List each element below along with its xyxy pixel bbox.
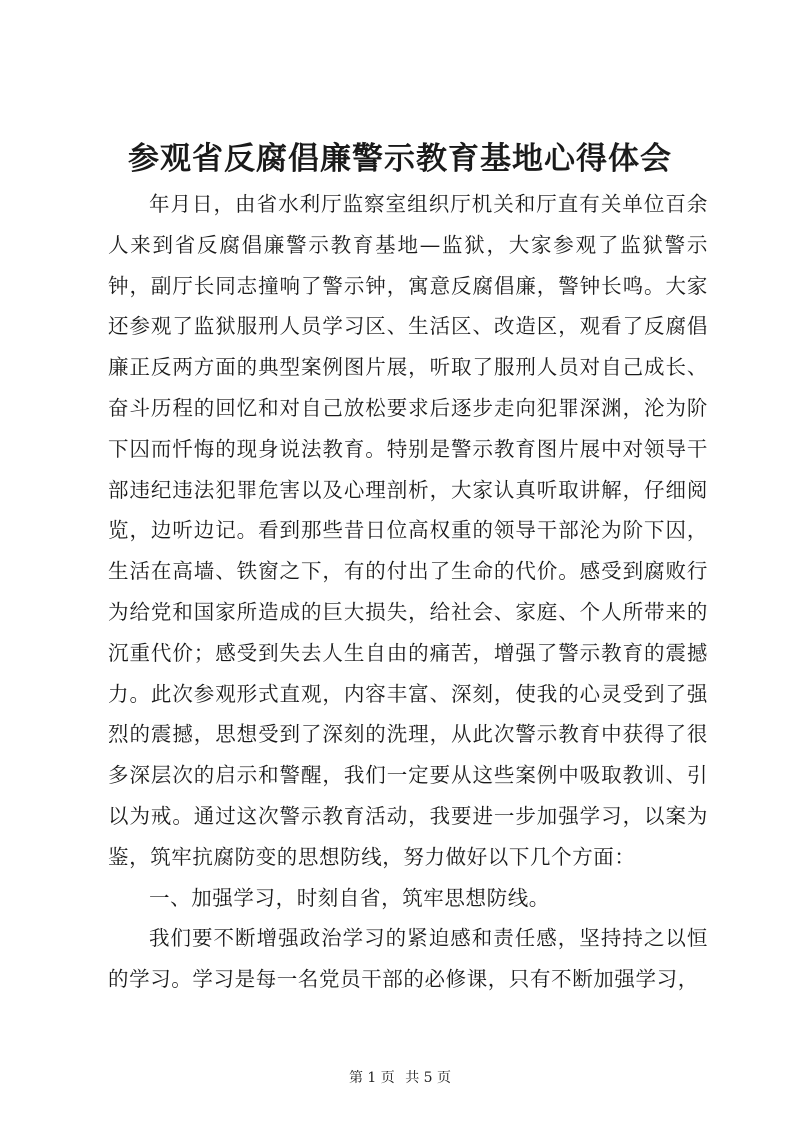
document-body bbox=[108, 184, 708, 1000]
page-total: 共 5 页 bbox=[405, 1070, 452, 1086]
paragraph-section-heading: 一、加强学习，时刻自省，筑牢思想防线。 bbox=[149, 885, 550, 910]
document-title: 参观省反腐倡廉警示教育基地心得体会 bbox=[128, 141, 672, 177]
paragraph-intro: 年月日，由省水利厅监察室组织厅机关和厅直有关单位百余人来到省反腐倡廉警示教育基地—监狱，大家参观了监狱警示钟，副厅长同志撞响了警示钟，寓意反腐倡廉，警钟长鸣。大家还参观了监狱服刑人员学习区、生活区、改造区，观看了反腐倡廉正反两方面的典型案例图片展，听取了服刑人员对自己成长、奋斗历程的回忆和对自己放松要求后逐步走向犯罪深渊，沦为阶下囚而忏悔的现身说法教育。特别是警示教育图片展中对领导干部违纪违法犯罪危害以及心理剖析，大家认真听取讲解，仔细阅览，边听边记。看到那些昔日位高权重的领导干部沦为阶下囚，生活在高墙、铁窗之下，有的付出了生命的代价。感受到腐败行为给党和国家所造成的巨大损失，给社会、家庭、个人所带来的沉重代价；感受到失去人生自由的痛苦，增强了警示教育的震撼力。此次参观形式直观，内容丰富、深刻，使我的心灵受到了强烈的震撼，思想受到了深刻的洗理，从此次警示教育中获得了很多深层次的启示和警醒，我们一定要从这些案例中吸取教训、引以为戒。通过这次警示教育活动，我要进一步加强学习，以案为鉴，筑牢抗腐防变的思想防线，努力做好以下几个方面： bbox=[108, 192, 708, 869]
page-footer bbox=[0, 1068, 800, 1088]
page-number: 第 1 页 bbox=[348, 1070, 395, 1086]
paragraph-study: 我们要不断增强政治学习的紧迫感和责任感，坚持持之以恒的学习。学习是每一名党员干部的必修课，只有不断加强学习， bbox=[108, 926, 708, 992]
